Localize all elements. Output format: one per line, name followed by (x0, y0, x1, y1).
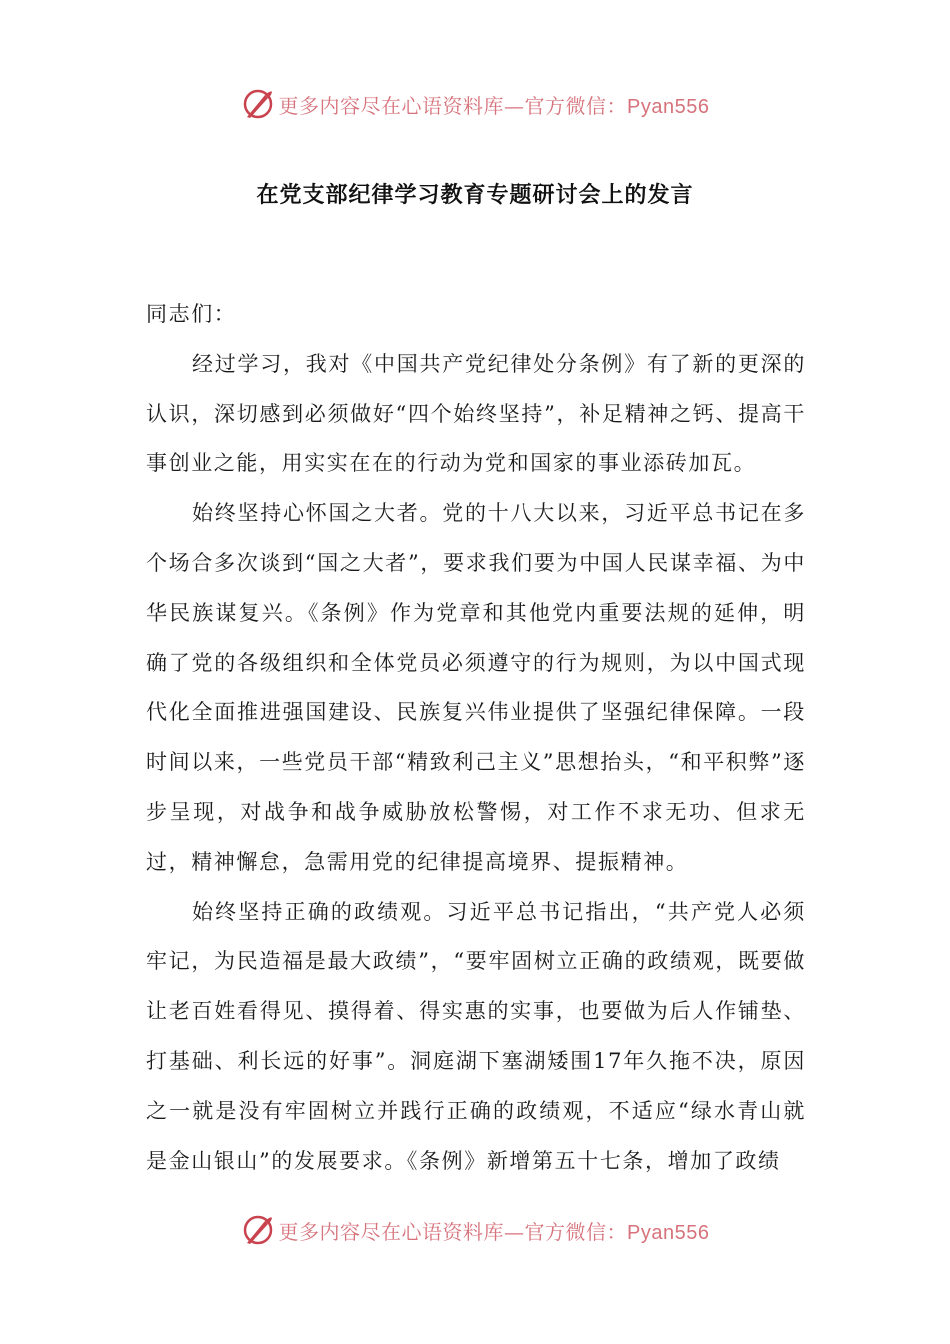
header-banner (0, 84, 950, 124)
document-body (146, 290, 806, 1186)
paragraph: 始终坚持正确的政绩观。习近平总书记指出，“共产党人必须牢记，为民造福是最大政绩”，“要牢固树立正确的政绩观，既要做让老百姓看得见、摸得着、得实惠的实事，也要做为后人作铺垫、打基础、利长远的好事”。洞庭湖下塞湖矮围17年久拖不决，原因之一就是没有牢固树立并践行正确的政绩观，不适应“绿水青山就是金山银山”的发展要求。《条例》新增第五十七条，增加了政绩 (146, 899, 806, 1173)
footer-wechat-id: Pyan556 (627, 1221, 710, 1244)
footer-site-text: 更多内容尽在心语资料库—官方微信： (278, 1219, 628, 1244)
paragraph: 始终坚持心怀国之大者。党的十八大以来，习近平总书记在多个场合多次谈到“国之大者”，要求我们要为中国人民谋幸福、为中华民族谋复兴。《条例》作为党章和其他党内重要法规的延伸，明确了党的各级组织和全体党员必须遵守的行为规则，为以中国式现代化全面推进强国建设、民族复兴伟业提供了坚强纪律保障。一段时间以来，一些党员干部“精致利己主义”思想抬头，“和平积弊”逐步呈现，对战争和战争威胁放松警惕，对工作不求无功、但求无过，精神懈怠，急需用党的纪律提高境界、提振精神。 (146, 501, 806, 874)
paragraph: 经过学习，我对《中国共产党纪律处分条例》有了新的更深的认识，深切感到必须做好“四个始终坚持”，补足精神之钙、提高干事创业之能，用实实在在的行动为党和国家的事业添砖加瓦。 (146, 351, 806, 476)
quill-logo-icon (241, 87, 275, 121)
header-site-text: 更多内容尽在心语资料库—官方微信： (278, 93, 628, 118)
header-wechat-id: Pyan556 (627, 95, 710, 118)
document-title: 在党支部纪律学习教育专题研讨会上的发言 (256, 183, 694, 208)
quill-logo-icon (241, 1213, 275, 1247)
salutation: 同志们： (146, 302, 237, 326)
footer-banner (0, 1210, 950, 1250)
